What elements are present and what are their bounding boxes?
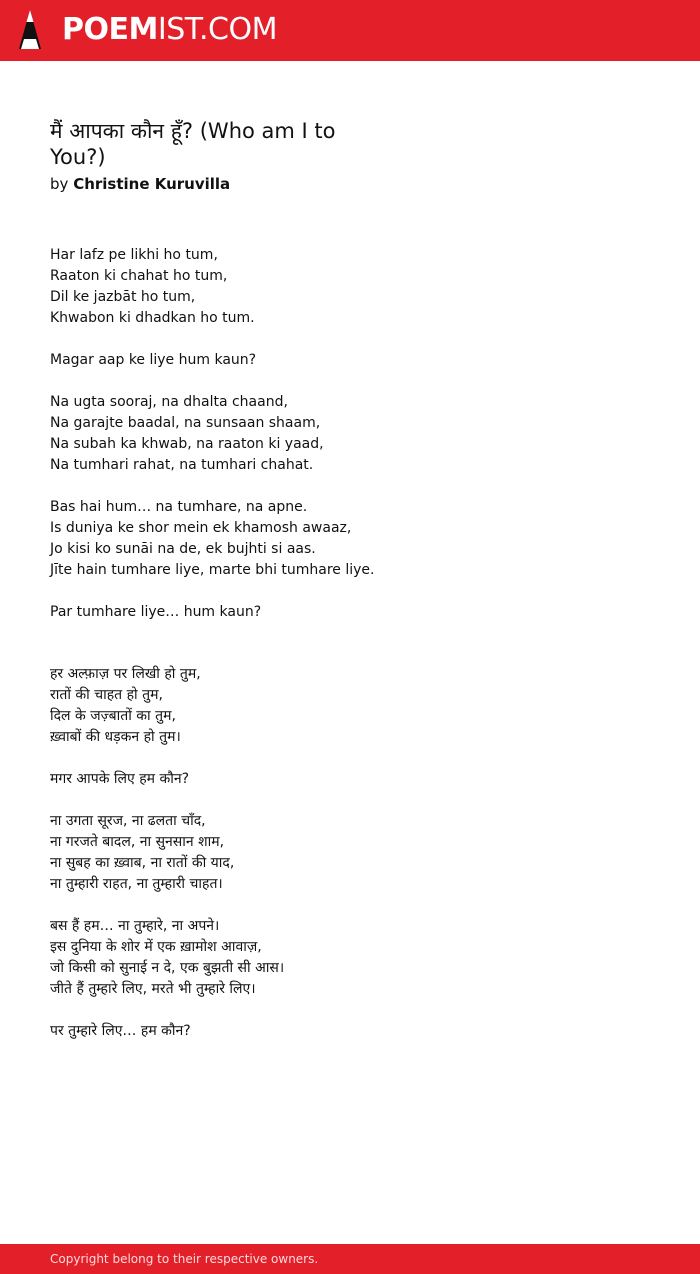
poem-line: दिल के जज़्बातों का तुम, [50, 708, 176, 724]
poem-line: Magar aap ke liye hum kaun? [50, 352, 257, 368]
stanza-break [50, 1000, 285, 1021]
brand-light: IST.COM [157, 12, 277, 47]
site-header [0, 0, 700, 61]
poem-line: Raaton ki chahat ho tum, [50, 268, 228, 284]
poem-line: बस हैं हम… ना तुम्हारे, ना अपने। [50, 918, 220, 934]
copyright-text: Copyright belong to their respective owners. [50, 1252, 319, 1266]
poem-body-roman [50, 245, 385, 623]
poem-line: Na garajte baadal, na sunsaan shaam, [50, 415, 321, 431]
poem-line: इस दुनिया के शोर में एक ख़ामोश आवाज़, [50, 939, 262, 955]
by-label: by [50, 175, 69, 193]
poem-line: Bas hai hum… na tumhare, na apne. [50, 499, 308, 515]
poem-line: Na tumhari rahat, na tumhari chahat. [50, 457, 314, 473]
poem-line: पर तुम्हारे लिए… हम कौन? [50, 1023, 191, 1039]
byline [50, 174, 230, 194]
brand-bold: POEM [62, 12, 158, 47]
poem-line: Har lafz pe likhi ho tum, [50, 247, 218, 263]
poem-body-hindi [50, 664, 285, 1042]
poem-line: मगर आपके लिए हम कौन? [50, 771, 190, 787]
poem-title: मैं आपका कौन हूँ? (Who am I to You?) [50, 119, 336, 169]
stanza-break [50, 329, 385, 350]
poem-line: Na subah ka khwab, na raaton ki yaad, [50, 436, 324, 452]
author-name: Christine Kuruvilla [73, 175, 231, 193]
stanza-break [50, 371, 385, 392]
site-footer [0, 1244, 700, 1274]
poem-line: ना उगता सूरज, ना ढलता चाँद, [50, 813, 206, 829]
poem-line: जो किसी को सुनाई न दे, एक बुझती सी आस। [50, 960, 285, 976]
poem-line: Dil ke jazbāt ho tum, [50, 289, 196, 305]
poem-line: ख़्वाबों की धड़कन हो तुम। [50, 729, 181, 745]
poem-line: Khwabon ki dhadkan ho tum. [50, 310, 255, 326]
stanza-break [50, 748, 285, 769]
site-logo[interactable] [62, 12, 277, 48]
poem-line: Par tumhare liye… hum kaun? [50, 604, 262, 620]
poem-line: हर अल्फ़ाज़ पर लिखी हो तुम, [50, 666, 201, 682]
poem-line: Jo kisi ko sunāi na de, ek bujhti si aas. [50, 541, 316, 557]
poem-line: Is duniya ke shor mein ek khamosh awaaz, [50, 520, 352, 536]
stanza-break [50, 895, 285, 916]
stanza-break [50, 581, 385, 602]
poem-line: Jīte hain tumhare liye, marte bhi tumhare liye. [50, 562, 375, 578]
poem-line: ना तुम्हारी राहत, ना तुम्हारी चाहत। [50, 876, 223, 892]
stanza-break [50, 476, 385, 497]
pencil-tip-icon [18, 9, 42, 51]
poem-line: ना सुबह का ख़्वाब, ना रातों की याद, [50, 855, 235, 871]
poem-line: Na ugta sooraj, na dhalta chaand, [50, 394, 288, 410]
poem-line: जीते हैं तुम्हारे लिए, मरते भी तुम्हारे लिए। [50, 981, 256, 997]
poem-line: ना गरजते बादल, ना सुनसान शाम, [50, 834, 225, 850]
stanza-break [50, 790, 285, 811]
poem-line: रातों की चाहत हो तुम, [50, 687, 163, 703]
